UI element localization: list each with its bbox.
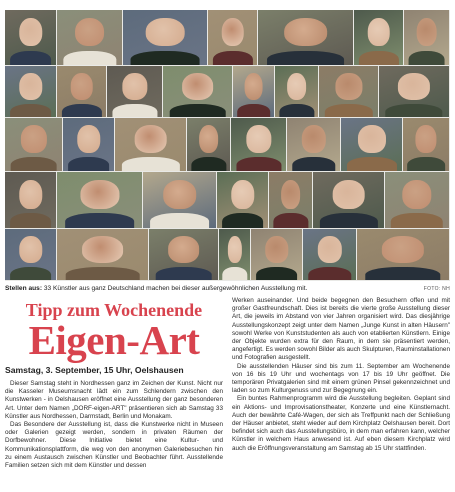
portrait-shoulders <box>237 104 271 117</box>
portrait-shoulders <box>10 213 52 228</box>
portrait-shoulders <box>191 157 226 171</box>
portrait-face <box>382 236 424 263</box>
artist-photo <box>231 118 286 171</box>
paragraph: Das Besondere der Ausstellung ist, dass die Kunstwerke nicht in Museen oder Galerien gezeigt werden, sondern in privaten Räumen der Dorfbewohner. Diese Initiative bietet eine Kultur- und Kommunikationsplattform, die weg von den anonymen Galeriebesuchen hin zu einem Austausch zwischen Künstler und Beobachter führt. Ausstellende Familien setzen sich mit dem Künstler und dessen <box>5 421 223 470</box>
portrait-face <box>80 180 119 209</box>
artist-photo <box>5 172 56 228</box>
artist-photo <box>319 66 378 117</box>
portrait-face <box>146 18 185 47</box>
portrait-face <box>19 180 42 209</box>
artist-photo <box>404 10 449 65</box>
portrait-face <box>77 125 100 153</box>
artist-photo <box>341 118 402 171</box>
portrait-face <box>231 180 254 209</box>
portrait-face <box>134 125 167 153</box>
portrait-face <box>398 73 430 100</box>
portrait-face <box>357 125 385 153</box>
portrait-shoulders <box>273 213 308 228</box>
artist-photo <box>208 10 257 65</box>
portrait-face <box>168 236 200 263</box>
artist-photo <box>5 229 56 280</box>
portrait-face <box>335 73 362 100</box>
portrait-shoulders <box>365 267 440 280</box>
portrait-shoulders <box>256 267 298 280</box>
artist-photo <box>57 172 142 228</box>
portrait-face <box>416 18 437 47</box>
portrait-shoulders <box>10 104 52 117</box>
portrait-shoulders <box>391 213 443 228</box>
artist-photo <box>123 10 207 65</box>
caption-text: 33 Künstler aus ganz Deutschland machen bei dieser außergewöhnlichen Ausstellung mit. <box>42 285 308 292</box>
artist-photo <box>379 66 449 117</box>
portrait-face <box>317 236 341 263</box>
artist-photo <box>258 10 353 65</box>
article-headline: Eigen-Art <box>28 317 200 363</box>
paragraph: Werken auseinander. Und beide begegnen den Besuchern offen und mit großer Gastfreundschaft. Dies ist bereits die vierte große Ausstellung dieser Art, die jeweils im Abstand von vier Jahren organisiert wird. Das diesjährige Ausstellungskonzept zeigt unter dem Namen „Junge Kunst in alten Häusern" sowohl Werke von Kunststudenten als auch von etablierten Künstlern. Einige der Objekte wurden extra für den Raum, in dem sie präsentiert werden, angefertigt. Es werden sowohl Bilder als auch Skulpturen, Rauminstallationen und Fotografien ausgestellt. <box>232 297 450 362</box>
portrait-shoulders <box>346 157 396 171</box>
article-kicker: Tipp zum Wochenende <box>25 300 203 320</box>
portrait-shoulders <box>112 104 157 117</box>
portrait-shoulders <box>155 267 212 280</box>
portrait-face <box>199 125 219 153</box>
portrait-face <box>163 180 197 209</box>
portrait-shoulders <box>150 213 210 228</box>
artist-photo <box>219 229 250 280</box>
artist-photo <box>251 229 302 280</box>
portrait-face <box>284 18 328 47</box>
portrait-shoulders <box>308 267 351 280</box>
article-column-1 <box>5 380 223 470</box>
portrait-face <box>221 18 244 47</box>
portrait-shoulders <box>131 51 200 65</box>
portrait-face <box>332 180 365 209</box>
portrait-shoulders <box>212 51 252 65</box>
artist-photo <box>385 172 449 228</box>
portrait-shoulders <box>10 267 52 280</box>
portrait-face <box>287 73 307 100</box>
portrait-shoulders <box>65 267 140 280</box>
photo-caption <box>5 284 450 294</box>
portrait-face <box>367 18 390 47</box>
portrait-shoulders <box>61 104 101 117</box>
portrait-shoulders <box>279 104 314 117</box>
portrait-face <box>301 125 325 153</box>
artist-photo <box>217 172 268 228</box>
article-column-2 <box>232 297 450 453</box>
artist-photo <box>187 118 230 171</box>
artist-photo <box>313 172 384 228</box>
portrait-face <box>75 18 105 47</box>
paragraph: Die ausstellenden Häuser sind bis zum 11. September am Wochenende von 16 bis 19 Uhr und wochentags von 17 bis 19 Uhr geöffnet. Die temporären Privatgalerien sind mit einem grünen Pinsel gekennzeichnet und laden so zum Kulturgenuss und zur Begegnung ein. <box>232 362 450 395</box>
artist-photo <box>233 66 274 117</box>
artist-photo <box>5 10 56 65</box>
portrait-shoulders <box>407 157 445 171</box>
paragraph: Ein buntes Rahmenprogramm wird die Ausstellung begleiten. Geplant sind ein Aktions- und Improvisationstheater, Konzerte und eine Künstlernacht. Auch der bewährte Café-Wagen, der sich als Treffpunkt nach der Schließung der Häuser anbietet, steht wieder auf dem Kirchplatz Oelshausen bereit. Dort befindet sich auch das Ausstellungsbüro, in dem man erfahren kann, welcher Künstler in welchem Haus anwesend ist. Auf eben diesem Kirchplatz wird auch die Eröffnungsveranstaltung am Samstag ab 15 Uhr stattfinden. <box>232 395 450 452</box>
portrait-shoulders <box>68 157 110 171</box>
artist-photo-collage <box>5 10 450 281</box>
artist-photo <box>5 118 62 171</box>
artist-photo <box>63 118 114 171</box>
artist-photo <box>303 229 356 280</box>
photo-credit: FOTO: NH <box>423 286 450 292</box>
artist-photo <box>163 66 232 117</box>
portrait-face <box>244 73 263 100</box>
paragraph: Dieser Samstag steht in Nordhessen ganz im Zeichen der Kunst. Nicht nur die Kasseler Museumsnacht lädt ein zum Schlendern zwischen den Kunstwerken - in Oelshausen eröffnet eine Ausstellung der ganz besonderen Art. Unter dem Namen „DORF-eigen-ART" präsentieren sich ab Samstag 33 Künstler aus Nordhessen, Darmstadt, Berlin und Monakam. <box>5 380 223 420</box>
portrait-shoulders <box>222 267 247 280</box>
portrait-face <box>402 180 431 209</box>
portrait-face <box>19 236 42 263</box>
artist-photo <box>143 172 216 228</box>
portrait-shoulders <box>10 51 52 65</box>
article-dateline: Samstag, 3. September, 15 Uhr, Oelshausen <box>5 365 184 375</box>
portrait-face <box>70 73 93 100</box>
portrait-face <box>122 73 147 100</box>
artist-photo <box>354 10 403 65</box>
artist-photo <box>275 66 318 117</box>
artist-photo <box>57 66 106 117</box>
portrait-face <box>19 18 42 47</box>
portrait-shoulders <box>385 104 442 117</box>
portrait-shoulders <box>169 104 226 117</box>
artist-photo <box>269 172 312 228</box>
artist-photo <box>5 66 56 117</box>
portrait-shoulders <box>63 51 116 65</box>
artist-photo <box>107 66 162 117</box>
caption-lead: Stellen aus: <box>5 285 43 292</box>
artist-photo <box>403 118 449 171</box>
artist-photo <box>57 229 148 280</box>
artist-photo <box>287 118 340 171</box>
portrait-shoulders <box>236 157 281 171</box>
portrait-face <box>227 236 241 263</box>
portrait-face <box>281 180 301 209</box>
portrait-shoulders <box>267 51 345 65</box>
portrait-face <box>246 125 271 153</box>
portrait-shoulders <box>65 213 135 228</box>
portrait-shoulders <box>358 51 398 65</box>
portrait-face <box>82 236 124 263</box>
artist-photo <box>115 118 186 171</box>
artist-photo <box>357 229 449 280</box>
portrait-shoulders <box>10 157 57 171</box>
artist-photo <box>149 229 218 280</box>
portrait-shoulders <box>319 213 377 228</box>
portrait-shoulders <box>222 213 264 228</box>
portrait-shoulders <box>121 157 179 171</box>
portrait-face <box>20 125 46 153</box>
portrait-face <box>182 73 214 100</box>
portrait-face <box>415 125 436 153</box>
portrait-shoulders <box>324 104 372 117</box>
portrait-shoulders <box>408 51 445 65</box>
portrait-face <box>19 73 42 100</box>
portrait-face <box>265 236 288 263</box>
artist-photo <box>57 10 122 65</box>
portrait-shoulders <box>292 157 335 171</box>
